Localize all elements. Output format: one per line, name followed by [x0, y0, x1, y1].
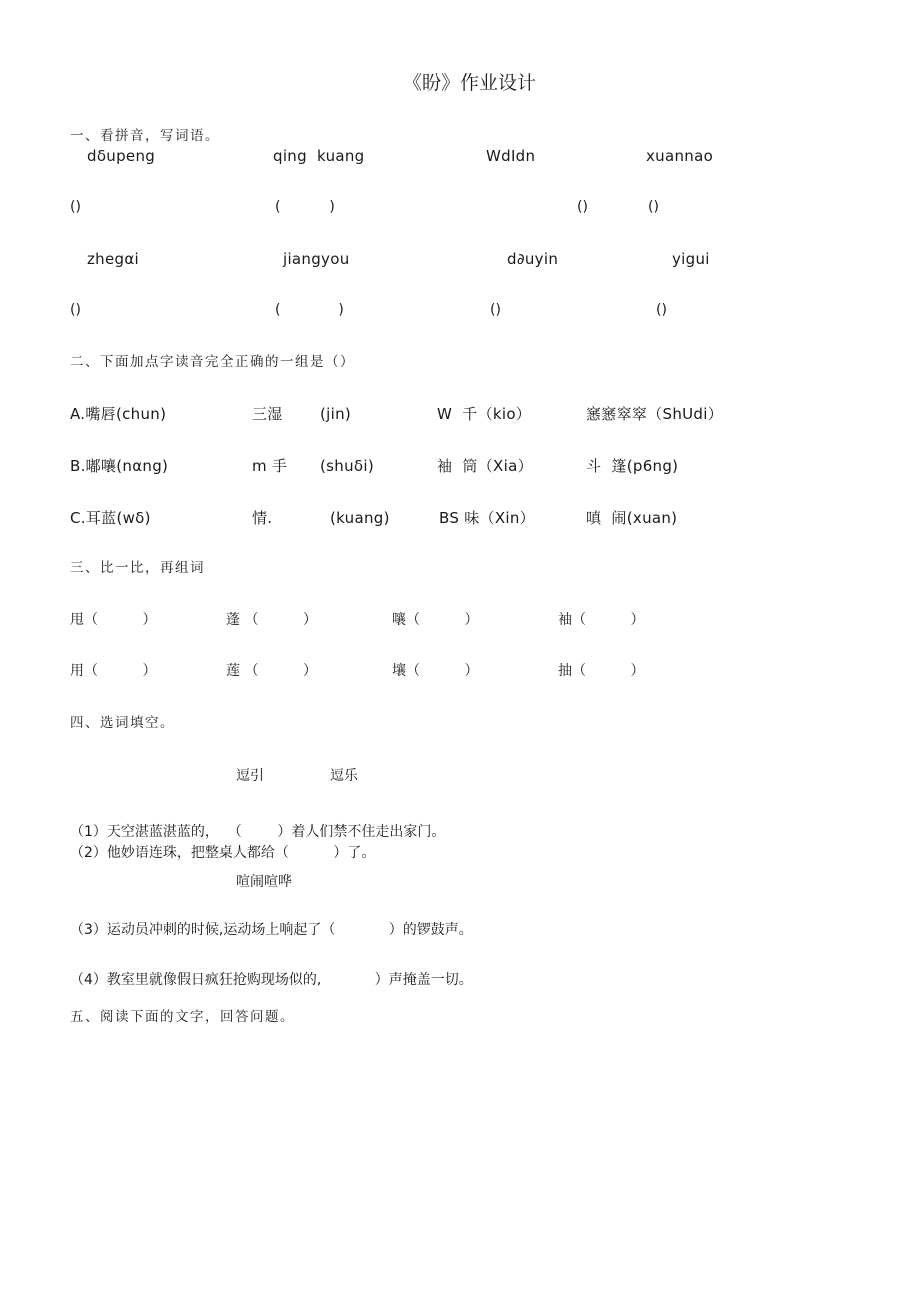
page-title: 《盼》作业设计 [403, 72, 537, 94]
compare-item: 袖（ ） [558, 612, 645, 628]
answer-blank: () [577, 199, 588, 215]
pinyin-7: d∂uyin [507, 250, 559, 268]
pinyin-1: dδupeng [87, 147, 156, 165]
pinyin-5: zhegαi [87, 250, 139, 268]
compare-item: 甩（ ） [70, 612, 157, 628]
pinyin-2: qing kuang [273, 147, 365, 165]
answer-blank: ( ) [275, 302, 344, 318]
pinyin-6: jiangyou [283, 250, 350, 268]
option-b-5: 斗 篷(p6ng) [586, 457, 679, 475]
pinyin-4: xuannao [646, 147, 714, 165]
pinyin-3: WdIdn [486, 147, 536, 165]
option-b-4: 袖 筒（Xia） [437, 457, 533, 475]
compare-item: 用（ ） [70, 663, 157, 679]
compare-item: 莲 （ ） [226, 663, 317, 679]
section-2-heading: 二、下面加点字读音完全正确的一组是（） [70, 354, 355, 370]
option-b-2: m 手 [252, 457, 288, 475]
compare-item: 蓬 （ ） [226, 612, 317, 628]
option-c-1: C.耳蓝(wδ) [70, 509, 151, 527]
word-choice-1: 逗引 [236, 768, 264, 784]
section-3-heading: 三、比一比，再组词 [70, 560, 205, 576]
answer-blank: () [490, 302, 501, 318]
compare-item: 壤（ ） [392, 663, 479, 679]
section-4-heading: 四、选词填空。 [70, 715, 175, 731]
option-a-3: (jin) [320, 405, 352, 423]
option-c-2: 情. [252, 509, 273, 527]
compare-item: 嚷（ ） [392, 612, 479, 628]
word-choice-2: 逗乐 [330, 768, 358, 784]
option-c-5: 嗔 闹(xuan) [586, 509, 678, 527]
answer-blank: () [648, 199, 659, 215]
section-5-heading: 五、阅读下面的文字，回答问题。 [70, 1009, 295, 1025]
compare-item: 抽（ ） [558, 663, 645, 679]
option-a-1: A.嘴唇(chun) [70, 405, 167, 423]
answer-blank: () [70, 302, 81, 318]
option-a-5: 窸窸窣窣（ShUdi） [586, 405, 723, 423]
answer-blank: () [656, 302, 667, 318]
pinyin-8: yigui [672, 250, 710, 268]
option-b-3: (shuδi) [320, 457, 374, 475]
option-c-3: (kuang) [330, 509, 390, 527]
section-1-heading: 一、看拼音，写词语。 [70, 128, 220, 144]
option-b-1: B.嘟嚷(nαng) [70, 457, 169, 475]
answer-blank: ( ) [275, 199, 335, 215]
option-a-4: W 千（kio） [437, 405, 532, 423]
word-choice-group-2: 喧闹喧哗 [236, 874, 292, 890]
fill-question-3: （3）运动员冲刺的时候,运动场上响起了（ ）的锣鼓声。 [70, 922, 473, 938]
option-c-4: BS 味（Xin） [439, 509, 535, 527]
option-a-2: 三湿 [252, 405, 283, 423]
fill-question-1: （1）天空湛蓝湛蓝的， （ ）着人们禁不住走出家门。 [70, 824, 446, 840]
fill-question-4: （4）教室里就像假日疯狂抢购现场似的, ）声掩盖一切。 [70, 972, 473, 988]
fill-question-2: （2）他妙语连珠，把整桌人都给（ ）了。 [70, 845, 376, 861]
answer-blank: () [70, 199, 81, 215]
